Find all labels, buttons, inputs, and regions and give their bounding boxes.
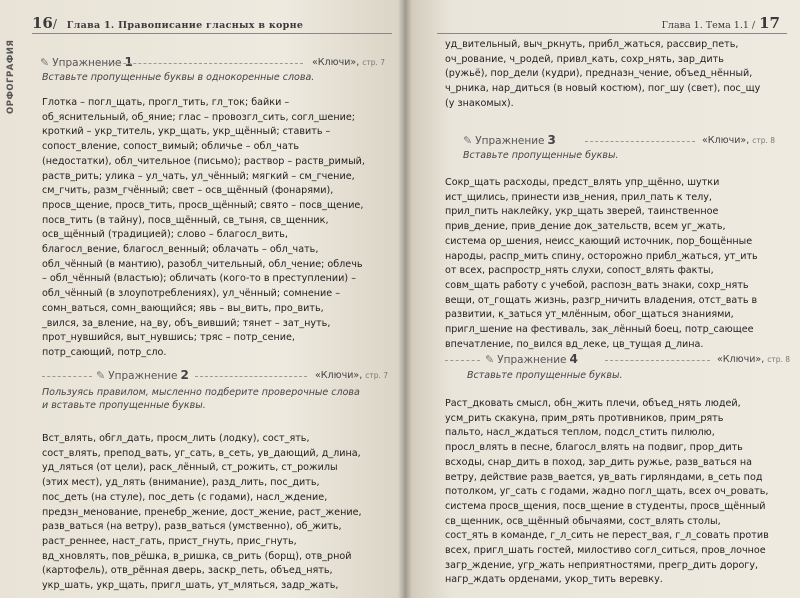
exercise-1-text-line: сомн_ваться, сомн_вающийся; явь – вы_вить, про_вить,: [42, 302, 324, 314]
exercise-3-text-line: народы, распр_мить спину, осторожно прибл_жаться, ут_ить: [445, 250, 758, 262]
exercise-3-instruction: Вставьте пропущенные буквы.: [463, 150, 619, 161]
keys-page: стр. 8: [767, 355, 791, 364]
exercise-1-text-line: просв_щение, просв_тить, просв_щённый; свято – посв_щение,: [42, 199, 364, 211]
exercise-2-text-line: сост_влять, препод_вать, уг_сать, в_сеть, ув_дающий, д_лина,: [42, 447, 361, 459]
exercise-1-dashed-rule: [98, 63, 303, 64]
exercise-2-heading: [96, 368, 189, 382]
exercise-3-text: [445, 176, 758, 352]
left-page-header: 16/ Глава 1. Правописание гласных в корне: [32, 14, 304, 32]
exercise-2-text-line: разв_ваться (на ветру), разв_ваться (умственно), об_жить,: [42, 521, 342, 533]
exercise-4-heading: [485, 352, 578, 366]
exercise-2-text-line: (картофель), отв_рённая дверь, заскр_петь, объед_нять,: [42, 565, 333, 577]
exercise-4-text-line: ветру, действие разв_вается, ув_вать гирляндами, в_сеть под: [445, 471, 763, 483]
keys-label: «Ключи»: [702, 135, 747, 146]
right-page-header: Глава 1. Тема 1.1 / 17: [661, 14, 780, 32]
exercise-4-text-line: загр_ждение, угр_жать неприятностями, прегр_дить дорогу,: [445, 559, 759, 571]
exercise-4-text-line: всходы, снар_дить в поход, зар_дить ружье, разв_ваться на: [445, 456, 753, 468]
exercise-3-text-line: совм_щать работу с учебой, распозн_вать знаки, сохр_нять: [445, 279, 749, 291]
exercise-1-text-line: посв_тить (в тайну), посв_щённый, св_тыня, св_щенник,: [42, 214, 329, 226]
pencil-icon: ✎: [96, 369, 106, 382]
left-page-number: 16: [32, 14, 53, 32]
exercise-4-text-line: Раст_дковать смысл, обн_жить плечи, объед_нять людей,: [445, 398, 741, 409]
exercise-2-text-line: раст_реннее, наст_гать, прист_гнуть, прис_гнуть,: [42, 535, 297, 547]
pencil-icon: ✎: [463, 134, 473, 147]
exercise-3-number: 3: [547, 133, 556, 147]
exercise-1-text: [42, 96, 365, 361]
continued-text-line: ч_рника, нар_диться (в новый костюм), пог_шу (свет), пос_щу: [445, 83, 761, 95]
side-tab-label: ОРФОГРАФИЯ: [6, 39, 16, 114]
exercise-4-text-line: нагр_ждать орденами, укор_тить веревку.: [445, 574, 663, 586]
exercise-4-text-line: потолком, уг_сать с годами, жадно погл_щать, всех оч_ровать,: [445, 486, 769, 498]
exercise-1-label: Упражнение: [52, 57, 122, 69]
exercise-2-text-line: уд_ляться (от цели), раск_лённый, ст_рожить, ст_рожилы: [42, 462, 338, 474]
exercise-4-text-line: усм_рить скакуна, прим_рять противников, прим_рять: [445, 412, 724, 424]
keys-page: стр. 8: [752, 136, 776, 145]
exercise-4-instruction: Вставьте пропущенные буквы.: [467, 370, 623, 381]
exercise-1-text-line: Глотка – погл_щать, прогл_тить, гл_ток; байки –: [42, 97, 290, 108]
exercise-3-dashed-rule: [585, 141, 695, 142]
exercise-2-instruction: [42, 387, 360, 412]
continued-text-line: уд_вительный, выч_ркнуть, прибл_жаться, рассвир_петь,: [445, 39, 739, 50]
exercise-1-text-line: потр_сающий, потр_сло.: [42, 346, 167, 358]
continued-text-line: (ружьё), пор_дели (кудри), предназн_чение, объед_нённый,: [445, 68, 753, 80]
exercise-2-instruction-line-2: и вставьте пропущенные буквы.: [42, 399, 206, 411]
exercise-2-text-line: пос_деть (на стуле), пос_деть (с годами), насл_ждение,: [42, 491, 328, 503]
exercise-2-text-line: предзн_менование, пренебр_жение, дост_жение, раст_жение,: [42, 506, 362, 518]
exercise-2-label: Упражнение: [108, 370, 178, 382]
exercise-1-text-line: – обл_чённый (властью); обличать (кого-то в преступлении) –: [42, 273, 356, 285]
exercise-3-text-line: Сокр_щать расходы, предст_влять упр_щённо, шутки: [445, 177, 720, 188]
exercise-3-text-line: развитии, к_заться ут_млённым, обог_щаться знаниями,: [445, 309, 734, 321]
exercise-3-text-line: прив_дение, прив_дение док_зательств, всем уг_жать,: [445, 221, 726, 233]
exercise-3-keys-ref: «Ключи», стр. 8: [702, 135, 776, 146]
exercise-1-text-line: _вился, за_вление, на_ву, объ_вивший; тянет – зат_нуть,: [42, 317, 331, 329]
exercise-2-instruction-line-1: Пользуясь правилом, мысленно подберите проверочные слова: [42, 387, 360, 398]
exercise-2-dashed-rule-left: [42, 376, 92, 377]
keys-label: «Ключи»: [717, 354, 762, 365]
exercise-1-text-line: благосл_вение, благосл_венный; облачать – обл_чать,: [42, 244, 319, 256]
exercise-2-text: [42, 432, 362, 594]
exercise-4-text-line: сост_ять в команде, г_л_сить не перест_вая, г_л_совать против: [445, 530, 769, 542]
exercise-1-text-line: обл_чённый (в мантию), разобл_чительный, обл_чение; облечь: [42, 258, 363, 270]
keys-label: «Ключи»: [312, 57, 357, 68]
exercise-4-dashed-rule-right: [605, 360, 710, 361]
exercise-1-instruction: Вставьте пропущенные буквы в однокоренные слова.: [42, 72, 315, 83]
exercise-1-text-line: (недостатки), обл_чительное (письмо); раствор – раств_римый,: [42, 155, 365, 167]
exercise-1-text-line: прот_нувшийся, выт_нувшись; тряс – потр_сение,: [42, 332, 295, 344]
continued-text-line: (у знакомых).: [445, 97, 514, 109]
exercise-2-number: 2: [180, 368, 189, 382]
exercise-2-text-line: укр_шать, укр_щать, пригл_шать, ут_мляться, задр_жать,: [42, 580, 339, 592]
keys-label: «Ключи»: [315, 370, 360, 381]
exercise-1-text-line: об_яснительный, об_яние; глас – провозгл_сить, согл_шение;: [42, 111, 355, 123]
exercise-3-text-line: пригл_шение на фестиваль, зак_лённый боец, потр_сающее: [445, 324, 754, 336]
right-header-title: Глава 1. Тема 1.1: [661, 20, 749, 31]
exercise-2-text-line: (этих мест), уд_лять (внимание), разд_лить, пос_дить,: [42, 477, 320, 489]
continued-text-line: оч_рование, ч_родей, привл_кать, сохр_нять, зар_дить: [445, 53, 724, 65]
left-header-rule: [32, 33, 392, 34]
exercise-4-text-line: св_щенник, осв_щённый обычаями, сост_влять столы,: [445, 515, 721, 527]
exercise-4-label: Упражнение: [497, 354, 567, 366]
exercise-1-heading: [40, 55, 133, 69]
exercise-3-text-line: система ор_шения, неисс_кающий источник, пор_бощённые: [445, 235, 753, 247]
left-header-title: Глава 1. Правописание гласных в корне: [66, 20, 304, 31]
exercise-4-dashed-rule-left: [445, 360, 480, 361]
exercise-4-text-line: система просв_щения, посв_щение в студенты, просв_щённый: [445, 500, 766, 512]
exercise-4-text-line: пальто, насл_ждаться теплом, подсл_стить пилюлю,: [445, 427, 715, 439]
exercise-2-text-line: Вст_влять, обгл_дать, просм_лить (лодку), сост_ять,: [42, 433, 310, 444]
exercise-4-text: [445, 397, 769, 588]
exercise-1-text-line: раств_рить; улика – ул_чать, ул_чённый; мягкий – см_гчение,: [42, 170, 355, 182]
exercise-3-text-line: впечатление, по_вился вд_леке, цв_тущая д_лина.: [445, 338, 704, 350]
exercise-3-label: Упражнение: [475, 135, 545, 147]
exercise-3-text-line: ист_щились, принести изв_нения, прил_пать к телу,: [445, 191, 712, 203]
exercise-3-heading: [463, 133, 556, 147]
pencil-icon: ✎: [40, 56, 50, 69]
right-page: [405, 0, 800, 598]
exercise-1-text-line: кроткий – укр_титель, укр_щать, укр_щённый; ставить –: [42, 126, 331, 138]
right-header-rule: [437, 33, 787, 34]
exercise-1-text-line: см_гчить, разм_гчённый; свет – осв_щённый (фонарями),: [42, 185, 334, 197]
exercise-1-text-line: осв_щённый (традицией); слово – благосл_вить,: [42, 229, 288, 241]
exercise-4-keys-ref: «Ключи», стр. 8: [717, 354, 791, 365]
right-page-number: 17: [759, 14, 780, 32]
exercise-3-text-line: от всех, распростр_нять слухи, сопост_влять факты,: [445, 265, 714, 277]
side-tab: [6, 38, 22, 118]
exercise-4-text-line: всех, пригл_шать гостей, милостиво согл_ситься, пров_лочное: [445, 545, 766, 557]
exercise-2-text-line: вд_хновлять, пов_рёшка, в_ришка, св_рить (борщ), отв_рной: [42, 550, 352, 562]
exercise-4-text-line: просл_влять в песне, благосл_влять на подвиг, прор_дить: [445, 442, 743, 454]
pencil-icon: ✎: [485, 353, 495, 366]
keys-page: стр. 7: [362, 58, 386, 67]
exercise-1-number: 1: [124, 55, 133, 69]
exercise-1-text-line: сопост_вление, сопост_вимый; обличье – обл_чать: [42, 141, 300, 153]
exercise-1-keys-ref: «Ключи», стр. 7: [312, 57, 386, 68]
exercise-3-text-line: прил_пить наклейку, укр_щать зверей, таинственное: [445, 206, 719, 218]
book-spine-shadow: [398, 0, 412, 598]
exercise-2-keys-ref: «Ключи», стр. 7: [315, 370, 389, 381]
exercise-2-dashed-rule-right: [195, 376, 307, 377]
exercise-4-number: 4: [569, 352, 578, 366]
continued-text: [445, 38, 760, 112]
exercise-3-text-line: вещи, от_гощать жизнь, разгр_ничить владения, отст_вать в: [445, 294, 758, 306]
exercise-1-text-line: обл_чённый (в злоупотреблениях), ул_чённый; сомнение –: [42, 288, 341, 300]
keys-page: стр. 7: [365, 371, 389, 380]
